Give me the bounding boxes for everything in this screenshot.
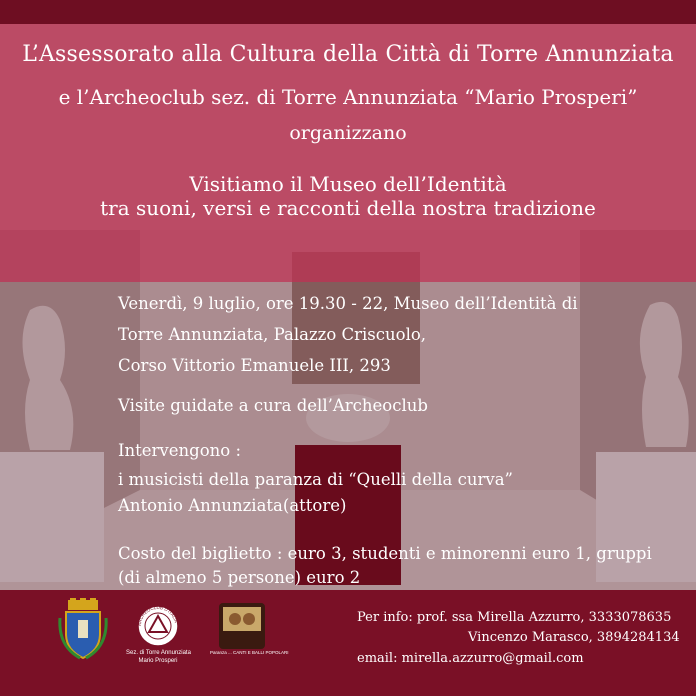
ticket-cost-1: Costo del biglietto : euro 3, studenti e minorenni euro 1, gruppi — [118, 544, 652, 563]
archeoclub-logo-icon — [136, 604, 180, 648]
event-subtitle: tra suoni, versi e racconti della nostra tradizione — [100, 196, 596, 220]
guided-visits: Visite guidate a cura dell’Archeoclub — [118, 396, 428, 415]
paranza-logo-icon — [219, 603, 265, 649]
archeoclub-ring-text: ARCHEOCLUB D'ITALIA — [136, 604, 179, 627]
organizer-line-1: L’Assessorato alla Cultura della Città di Torre Annunziata — [22, 42, 674, 67]
paranza-caption: Paranza ... CANTI E BALLI POPOLARI — [210, 650, 289, 655]
archeoclub-caption-1: Sez. di Torre Annunziata — [126, 650, 191, 656]
top-border — [0, 0, 696, 24]
ticket-cost-2: (di almeno 5 persone) euro 2 — [118, 568, 361, 587]
event-when-2: Torre Annunziata, Palazzo Criscuolo, — [118, 325, 427, 344]
intervene-musicians: i musicisti della paranza di “Quelli della curva” — [118, 470, 513, 489]
city-crest-icon — [58, 598, 108, 662]
contact-info-2: Vincenzo Marasco, 3894284134 — [468, 630, 680, 645]
event-when-3: Corso Vittorio Emanuele III, 293 — [118, 356, 391, 375]
event-when-1: Venerdì, 9 luglio, ore 19.30 - 22, Museo dell’Identità di — [118, 294, 578, 313]
archeoclub-caption-2: Mario Prosperi — [138, 658, 178, 664]
contact-email[interactable]: email: mirella.azzurro@gmail.com — [357, 651, 584, 666]
event-title: Visitiamo il Museo dell’Identità — [189, 172, 507, 196]
intervene-label: Intervengono : — [118, 441, 242, 460]
organizer-line-2: e l’Archeoclub sez. di Torre Annunziata “Mario Prosperi” — [58, 85, 638, 109]
contact-info-1: Per info: prof. ssa Mirella Azzurro, 3333078635 — [357, 610, 672, 625]
intervene-actor: Antonio Annunziata(attore) — [118, 496, 347, 515]
organizer-line-3: organizzano — [289, 122, 407, 144]
